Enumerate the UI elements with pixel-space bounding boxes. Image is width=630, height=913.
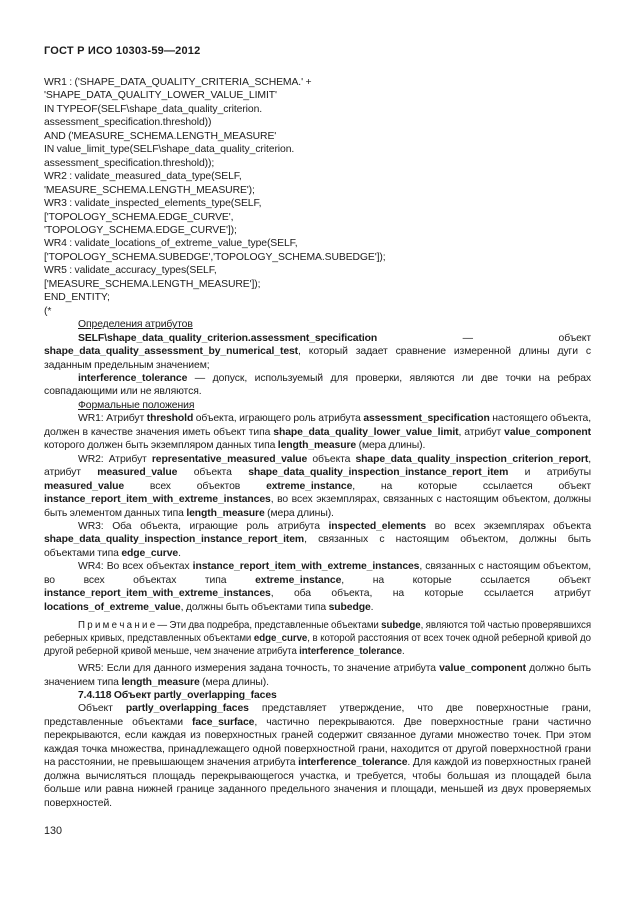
code-line: ['TOPOLOGY_SCHEMA.SUBEDGE','TOPOLOGY_SCHEMA.SUBEDGE']); xyxy=(44,251,386,263)
section-7-4-118-heading: 7.4.118 Объект partly_overlapping_faces xyxy=(78,690,277,702)
code-line: 'MEASURE_SCHEMA.LENGTH_MEASURE'); xyxy=(44,184,255,196)
para-wr4: WR4: Во всех объектах instance_report_item_with_extreme_instances, связанных с настоящим объектом, во всех объектах типа extreme_instance, на которые ссылается объект instance_report_item_with_extreme_instances, оба объекта, на которые ссылается атрибут locations_of_extreme_value, должны быть объектами типа subedge. xyxy=(44,561,591,613)
page-number: 130 xyxy=(44,825,63,837)
para-wr5: WR5: Если для данного измерения задана точность, то значение атрибута value_component должно быть значением типа length_measure (мера длины). xyxy=(44,663,591,688)
para-wr2: WR2: Атрибут representative_measured_value объекта shape_data_quality_inspection_criterion_report, атрибут measured_value объекта shape_data_quality_inspection_instance_report_item и атрибуты measured_value всех объектов extreme_instance, на которые ссылается объект instance_report_item_with_extreme_instances, во всех экземплярах, связанных с настоящим объектом, должны быть элементом данных типа length_measure (мера длины). xyxy=(44,453,592,519)
code-line: IN TYPEOF(SELF\shape_data_quality_criterion. xyxy=(44,103,263,115)
code-line: 'TOPOLOGY_SCHEMA.EDGE_CURVE']); xyxy=(44,224,237,236)
para-interference-tolerance: interference_tolerance — допуск, используемый для проверки, являются ли две точки на ребрах совпадающими или не являются. xyxy=(44,372,591,398)
code-line: WR5 : validate_accuracy_types(SELF, xyxy=(44,265,217,277)
code-line: ['MEASURE_SCHEMA.LENGTH_MEASURE']); xyxy=(44,278,261,290)
formal-provisions-heading: Формальные положения xyxy=(78,399,195,411)
code-line: IN value_limit_type(SELF\shape_data_quality_criterion. xyxy=(44,144,295,156)
code-line: END_ENTITY; xyxy=(44,292,110,304)
para-partly-overlapping-faces: Объект partly_overlapping_faces представляет утверждение, что две поверхностные грани, представленные объектами face_surface, частично перекрываются. Две поверхностные грани частично перекрываются, если каждая из поверхностных граней содержит связанное дугами множество точек. При этом каждая точка множества, принадлежащего одной поверхностной грани, находится от другой поверхностной грани на расстоянии, не превышающем значения атрибута interference_tolerance. Для каждой из поверхностных граней должна вычисляться площадь перекрывающегося участка, и требуется, чтобы большая из площадей была больше или равна нижней границе заданного предельного значения и площади, меньшей из двух проверяемых поверхностей. xyxy=(44,703,591,809)
para-wr3: WR3: Оба объекта, играющие роль атрибута inspected_elements во всех экземплярах объекта shape_data_quality_inspection_instance_report_item, связанных с настоящим объектом, должны быть объектами типа edge_curve. xyxy=(44,520,591,559)
code-line: assessment_specification.threshold)); xyxy=(44,157,215,169)
code-line: WR2 : validate_measured_data_type(SELF, xyxy=(44,171,242,183)
code-line: WR3 : validate_inspected_elements_type(SELF, xyxy=(44,198,262,210)
code-line: WR1 : ('SHAPE_DATA_QUALITY_CRITERIA_SCHEMA.' + xyxy=(44,77,312,88)
attribute-definitions-heading: Определения атрибутов xyxy=(78,319,193,331)
para-wr1: WR1: Атрибут threshold объекта, играющего роль атрибута assessment_specification настоящего объекта, должен в качестве значения иметь объект типа shape_data_quality_lower_value_limit, атрибут value_component которого должен быть экземпляром данных типа length_measure (мера длины). xyxy=(44,413,591,452)
page-header: ГОСТ Р ИСО 10303-59—2012 xyxy=(44,45,201,57)
code-line: ['TOPOLOGY_SCHEMA.EDGE_CURVE', xyxy=(44,211,234,223)
code-line: AND ('MEASURE_SCHEMA.LENGTH_MEASURE' xyxy=(44,130,277,142)
code-line: 'SHAPE_DATA_QUALITY_LOWER_VALUE_LIMIT' xyxy=(44,90,277,102)
code-line: assessment_specification.threshold)) xyxy=(44,117,212,129)
code-line: (* xyxy=(44,305,52,317)
note-paragraph: П р и м е ч а н и е — Эти два подребра, представленные объектами subedge, являются той частью проверявшихся реберных кривых, представленных объектами edge_curve, в которой расстояния от всех точек одной реберной кривой до другой реберной кривой меньше, чем значение атрибута interference_tolerance. xyxy=(44,620,592,658)
page-content xyxy=(44,76,591,810)
code-line: WR4 : validate_locations_of_extreme_value_type(SELF, xyxy=(44,238,298,250)
code-block xyxy=(44,76,591,318)
para-assessment-specification: SELF\shape_data_quality_criterion.assessment_specification — объект shape_data_quality_assessment_by_numerical_test, который задает сравнение измеренной длины дуги с заданным предельным значением; xyxy=(44,332,591,371)
paragraphs xyxy=(44,318,591,810)
